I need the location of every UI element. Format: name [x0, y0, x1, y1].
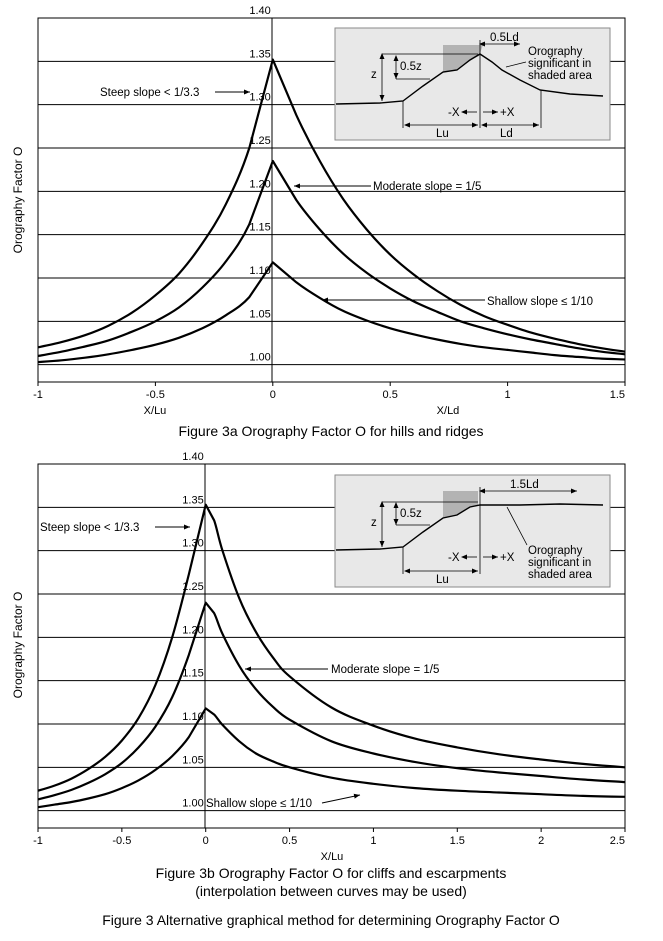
- inset-neg-x-label: -X: [448, 552, 460, 564]
- y-tick-label: 1.00: [249, 351, 271, 364]
- series-line-shallow: [38, 262, 625, 362]
- inset-half-z-label: 0.5z: [400, 61, 422, 73]
- series-line-moderate: [38, 603, 625, 800]
- x-tick-label: -0.5: [112, 835, 132, 847]
- y-tick-label: 1.25: [182, 581, 204, 593]
- y-tick-label: 1.30: [249, 91, 271, 104]
- inset-background: [335, 28, 610, 140]
- inset-lu-label: Lu: [436, 574, 449, 586]
- chart-hills-ridges: [11, 5, 625, 439]
- x-axis-label-right-a: X/Ld: [436, 405, 460, 417]
- x-ticks-b: [33, 828, 625, 847]
- inset-diagram-escarpment: [335, 475, 610, 587]
- y-axis-label-a: Orography Factor O: [11, 146, 25, 254]
- chart-title-a: Figure 3a Orography Factor O for hills and ridges: [178, 423, 484, 439]
- y-tick-label: 1.20: [249, 178, 271, 191]
- arrow-shallow-b: [322, 795, 360, 803]
- series-label-shallow-a: Shallow slope ≤ 1/10: [487, 296, 594, 308]
- y-tick-label: 1.30: [182, 537, 204, 550]
- y-tick-label: 1.10: [182, 711, 204, 723]
- x-tick-label: 2.5: [609, 835, 625, 847]
- y-ticks-b: [182, 451, 203, 810]
- y-tick-label: 1.15: [182, 667, 204, 680]
- y-tick-label: 1.05: [249, 308, 271, 321]
- inset-one-half-ld-label: 1.5Ld: [510, 479, 539, 491]
- inset-note-line-3: shaded area: [528, 70, 592, 82]
- chart-subtitle-b: (interpolation between curves may be used): [195, 883, 467, 899]
- inset-half-ld-label: 0.5Ld: [490, 32, 519, 44]
- x-tick-label: 0.5: [281, 835, 298, 847]
- inset-diagram-hill: [335, 28, 610, 140]
- x-tick-label: 1: [370, 835, 377, 847]
- chart-title-b: Figure 3b Orography Factor O for cliffs and escarpments: [155, 865, 507, 881]
- series-label-steep-b: Steep slope < 1/3.3: [40, 522, 140, 534]
- x-tick-label: 0: [269, 389, 276, 401]
- inset-note-line-2: significant in: [528, 58, 592, 70]
- inset-neg-x-label: -X: [448, 107, 460, 119]
- y-tick-label: 1.35: [249, 48, 271, 61]
- inset-note-line-1: Orography: [528, 46, 583, 58]
- series-line-shallow: [38, 708, 625, 807]
- y-tick-label: 1.20: [182, 624, 204, 637]
- y-tick-label: 1.35: [182, 494, 204, 507]
- x-tick-label: 0: [202, 835, 209, 847]
- y-tick-label: 1.40: [249, 5, 271, 17]
- series-label-shallow-b: Shallow slope ≤ 1/10: [206, 798, 313, 810]
- y-ticks-a: [249, 5, 270, 364]
- inset-note-line-1: Orography: [528, 545, 583, 557]
- inset-half-z-label: 0.5z: [400, 508, 422, 520]
- y-tick-label: 1.25: [249, 135, 271, 147]
- inset-z-label: z: [371, 517, 377, 529]
- series-label-moderate-b: Moderate slope = 1/5: [331, 664, 440, 676]
- inset-note-line-3: shaded area: [528, 569, 592, 581]
- x-tick-label: -1: [33, 835, 43, 847]
- inset-z-label: z: [371, 69, 377, 81]
- x-ticks-a: [33, 382, 625, 401]
- x-tick-label: 1.5: [449, 835, 465, 847]
- inset-pos-x-label: +X: [500, 107, 515, 119]
- figure-caption: Figure 3 Alternative graphical method for determining Orography Factor O: [102, 912, 560, 928]
- x-axis-label-left-a: X/Lu: [143, 405, 167, 417]
- y-tick-label: 1.10: [249, 265, 271, 277]
- inset-note-line-2: significant in: [528, 557, 592, 569]
- inset-lu-label: Lu: [436, 128, 449, 140]
- series-label-steep-a: Steep slope < 1/3.3: [100, 87, 200, 99]
- y-tick-label: 1.15: [249, 221, 271, 234]
- inset-ld-label: Ld: [500, 128, 513, 140]
- series-line-moderate: [38, 161, 625, 356]
- y-tick-label: 1.05: [182, 754, 204, 767]
- y-tick-label: 1.00: [182, 797, 204, 810]
- x-tick-label: 2: [538, 835, 545, 847]
- series-label-moderate-a: Moderate slope = 1/5: [373, 181, 482, 193]
- chart-cliffs-escarpments: [11, 451, 625, 899]
- x-tick-label: 1.5: [609, 389, 625, 401]
- y-tick-label: 1.40: [182, 451, 204, 463]
- x-tick-label: 0.5: [382, 389, 398, 401]
- y-axis-label-b: Orography Factor O: [11, 591, 25, 699]
- x-tick-label: -0.5: [145, 389, 165, 401]
- x-tick-label: 1: [504, 389, 511, 401]
- x-tick-label: -1: [33, 389, 43, 401]
- x-axis-label-b: X/Lu: [320, 851, 344, 863]
- inset-pos-x-label: +X: [500, 552, 515, 564]
